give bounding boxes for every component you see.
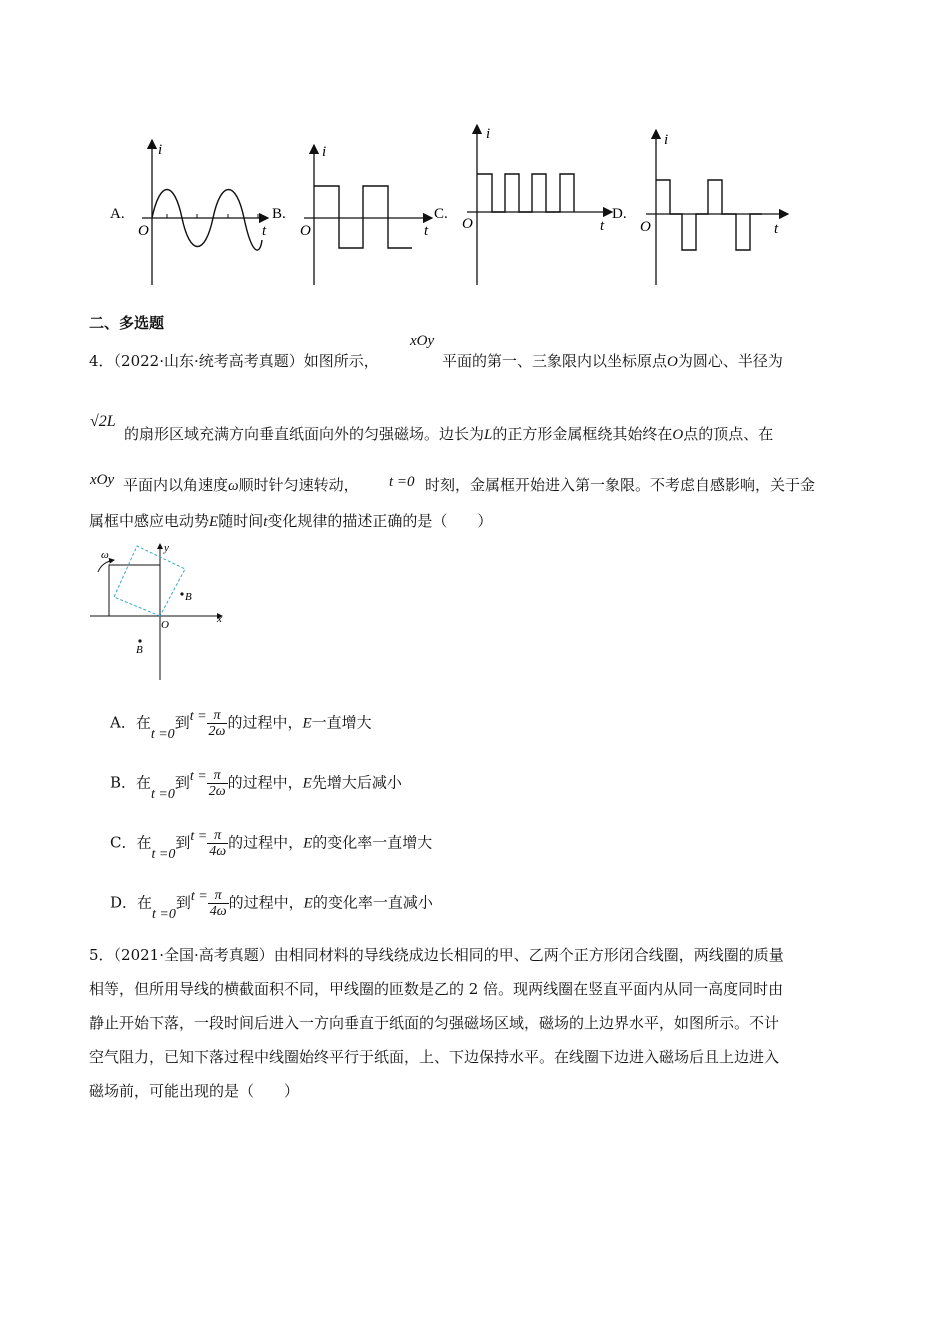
graph-c-label: C. [434,206,448,222]
fig-omega: ω [101,549,109,561]
q4-xoy-1: xOy [410,333,435,349]
graph-c-origin: O [462,216,473,232]
q4-option-d[interactable] [110,888,433,928]
option-c-rest-b: 的变化率一直增大 [312,833,433,852]
option-c-den: 4ω [209,844,227,859]
question-5 [89,944,869,1114]
option-d-den: 4ω [209,904,227,919]
q5-line-3: 静止开始下落，一段时间后进入一方向垂直于纸面的匀强磁场区域，磁场的上边界水平，如图所示。不计 [89,1014,780,1032]
q4-option-a[interactable] [110,708,372,748]
option-b-E: E [302,775,312,792]
q4-L: L [484,427,493,443]
graph-b-axis-t: t [424,223,429,239]
q4-line-3-a: 平面内以角速度 [123,476,229,494]
q5-line-5: 磁场前，可能出现的是（ ） [89,1082,300,1100]
option-a-label: A．在 [110,713,151,732]
q4-option-c[interactable] [110,828,432,868]
fig-rotation-arrow [98,560,114,572]
option-c-rest-a: 的过程中， [228,833,304,852]
option-c-from: t =0 [151,846,176,862]
q4-line-3 [123,474,359,497]
graph-d-axis-i: i [664,132,669,148]
fig-b-label-2: B [136,644,143,656]
option-c-num: π [207,828,228,844]
option-b-num: π [207,768,228,784]
q4-line-2 [124,423,773,446]
option-c-teq: t = [190,828,208,844]
q4-line-1-a: 平面的第一、三象限内以坐标原点 [442,352,668,370]
option-b-rest-a: 的过程中， [227,773,303,792]
option-d-fraction [208,888,229,919]
q4-figure [88,540,233,685]
fig-origin: O [161,619,169,631]
fig-x-label: x [217,613,222,625]
graph-c-axis-t: t [600,218,605,234]
q4-t: t [263,514,268,530]
option-b-den: 2ω [208,784,226,799]
option-c-fraction [207,828,228,859]
q4-line-1-rest [442,350,783,373]
q4-t0: t =0 [389,474,415,490]
graph-a [110,140,268,285]
q4-line-4 [89,510,492,533]
q4-sqrt2L: √2L [90,413,116,430]
option-b-teq: t = [189,768,207,784]
option-d-from: t =0 [152,906,176,922]
fig-b-label-1: B [185,591,192,603]
q4-line-3-b: 顺时针匀速转动， [238,476,359,494]
q4-line-4-c: 变化规律的描述正确的是（ ） [267,512,493,530]
option-d-num: π [208,888,229,904]
option-c-to: 到 [175,833,191,852]
q4-option-b[interactable] [110,768,402,808]
graph-b [272,144,432,285]
option-c-E: E [303,835,313,852]
q4-line-3-c: 时刻，金属框开始进入第一象限。不考虑自感影响，关于金 [425,476,816,494]
q4-line-2-c: 点的顶点、在 [683,425,774,443]
q4-line-2-b: 的正方形金属框绕其始终在 [492,425,673,443]
graph-a-axis-t: t [262,223,267,239]
graph-d-label: D. [612,206,627,222]
q4-line-2-a: 的扇形区域充满方向垂直纸面向外的匀强磁场。边长为 [124,425,485,443]
section-title: 二、多选题 [89,314,165,332]
graph-b-origin: O [300,223,311,239]
option-d-E: E [303,895,313,912]
option-b-label: B．在 [110,773,152,792]
graph-b-label: B. [272,206,286,222]
q5-line-1: 5．（2021·全国·高考真题）由相同材料的导线绕成边长相同的甲、乙两个正方形闭合线圈，两线圈的质量 [89,946,784,964]
graph-d-origin: O [640,219,651,235]
option-a-fraction [207,708,228,739]
option-a-teq: t = [189,708,207,724]
option-a-to: 到 [174,713,190,732]
option-b-to: 到 [174,773,190,792]
q4-line-1-b: 为圆心、半径为 [677,352,783,370]
option-a-rest-b: 一直增大 [311,713,372,732]
q4-number: 4． [89,352,114,370]
option-a-num: π [207,708,228,724]
fig-y-label: y [164,542,169,554]
q4-omega: ω [228,478,239,494]
q4-source: （2022·山东·统考高考真题）如图所示， [113,352,379,370]
option-d-rest-a: 的过程中， [228,893,304,912]
graphs-svg [0,110,950,300]
graph-c-axis-i: i [486,126,491,142]
q4-xoy-2: xOy [90,472,115,488]
option-d-teq: t = [190,888,208,904]
q4-line-4-a: 属框中感应电动势 [89,512,210,530]
option-d-label: D．在 [110,893,153,912]
q5-line-2: 相等，但所用导线的横截面积不同，甲线圈的匝数是乙的 2 倍。现两线圈在竖直平面内从同一高度同时由 [89,980,784,998]
option-a-rest-a: 的过程中， [227,713,303,732]
q4-O-1: O [667,354,678,370]
graph-b-axis-i: i [322,144,327,160]
graph-c [434,125,612,285]
graph-a-label: A. [110,206,125,222]
option-a-den: 2ω [208,724,226,739]
fig-rotated-frame [114,546,185,616]
option-b-rest-b: 先增大后减小 [311,773,402,792]
option-b-from: t =0 [151,786,175,802]
option-d-rest-b: 的变化率一直减小 [312,893,433,912]
graph-a-axis-i: i [158,142,163,158]
q4-O-2: O [672,427,684,443]
alternating-pulse-wave [656,180,762,250]
option-b-fraction [207,768,228,799]
q4-E: E [209,514,219,530]
graph-d [612,130,788,285]
q4-line-1 [89,350,379,372]
option-a-from: t =0 [150,726,175,742]
q5-line-4: 空气阻力，已知下落过程中线圈始终平行于纸面，上、下边保持水平。在线圈下边进入磁场后且上边进入 [89,1048,780,1066]
sine-curve [152,190,262,251]
option-a-E: E [302,715,312,732]
fig-b-dot-2 [138,639,141,642]
option-d-to: 到 [175,893,191,912]
q4-line-4-b: 随时间 [218,512,264,530]
option-c-label: C．在 [110,833,152,852]
answer-graphs [0,110,950,300]
fig-b-dot-1 [180,592,183,595]
graph-d-axis-t: t [774,221,779,237]
graph-a-origin: O [138,223,149,239]
